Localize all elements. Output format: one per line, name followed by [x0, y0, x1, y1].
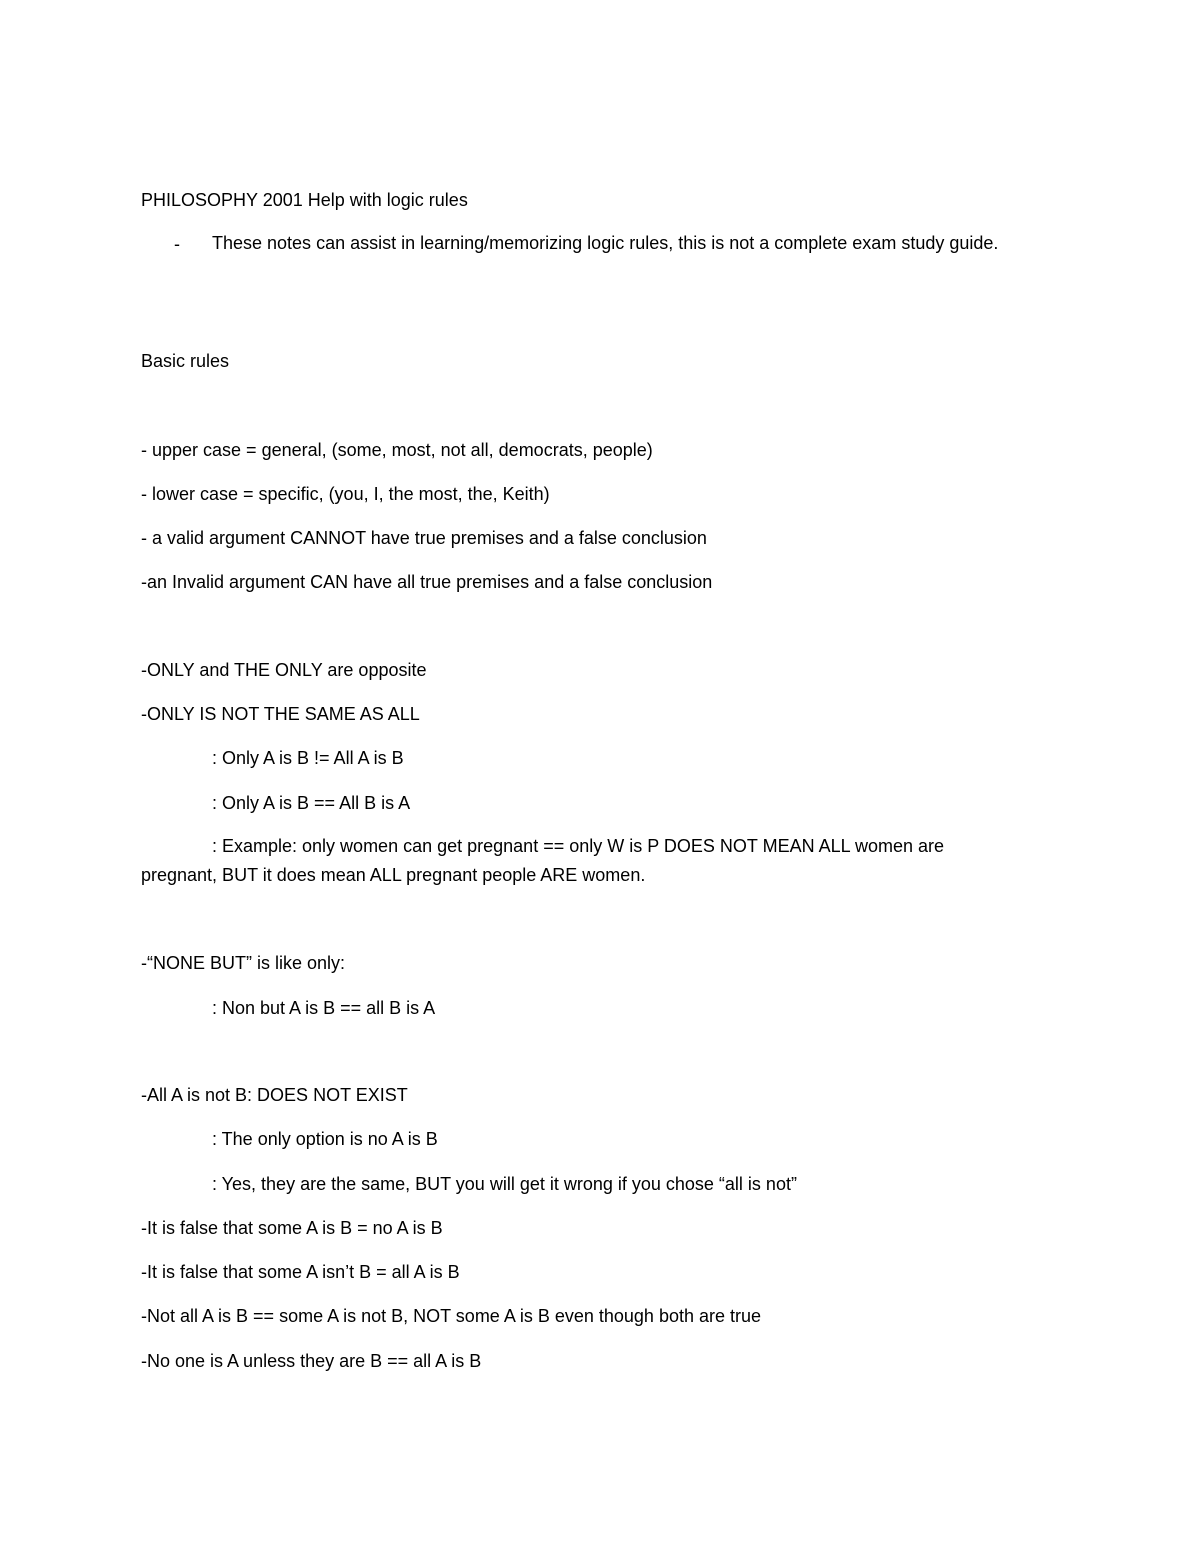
all-not-sub-2: : Yes, they are the same, BUT you will get it wrong if you chose “all is not”: [212, 1174, 797, 1194]
false-rule-3: -Not all A is B == some A is not B, NOT some A is B even though both are true: [141, 1306, 762, 1326]
all-not-rule: -All A is not B: DOES NOT EXIST: [141, 1085, 408, 1105]
false-rule-2: -It is false that some A isn’t B = all A is B: [141, 1262, 460, 1282]
none-but-sub: : Non but A is B == all B is A: [212, 998, 436, 1018]
false-rule-1: -It is false that some A is B = no A is B: [141, 1218, 443, 1238]
basic-rule-3: - a valid argument CANNOT have true premises and a false conclusion: [141, 528, 707, 548]
intro-bullet-dash: -: [174, 234, 180, 254]
only-rule-sub-1: : Only A is B != All A is B: [212, 748, 404, 768]
basic-rule-4: -an Invalid argument CAN have all true premises and a false conclusion: [141, 572, 713, 592]
only-rule-1: -ONLY and THE ONLY are opposite: [141, 660, 427, 680]
document-title: PHILOSOPHY 2001 Help with logic rules: [141, 190, 468, 210]
all-not-sub-1: : The only option is no A is B: [212, 1129, 438, 1149]
none-but-rule: -“NONE BUT” is like only:: [141, 953, 346, 973]
basic-rule-1: - upper case = general, (some, most, not all, democrats, people): [141, 440, 653, 460]
basic-rule-2: - lower case = specific, (you, I, the most, the, Keith): [141, 484, 550, 504]
false-rule-4: -No one is A unless they are B == all A is B: [141, 1351, 482, 1371]
intro-bullet-text: These notes can assist in learning/memorizing logic rules, this is not a complete exam study guide.: [212, 233, 999, 253]
only-rule-example: : Example: only women can get pregnant == only W is P DOES NOT MEAN ALL women are pregnant, BUT it does mean ALL pregnant people ARE women.: [141, 836, 945, 885]
only-rule-sub-2: : Only A is B == All B is A: [212, 793, 411, 813]
section-heading: Basic rules: [141, 351, 230, 371]
only-rule-2: -ONLY IS NOT THE SAME AS ALL: [141, 704, 420, 724]
